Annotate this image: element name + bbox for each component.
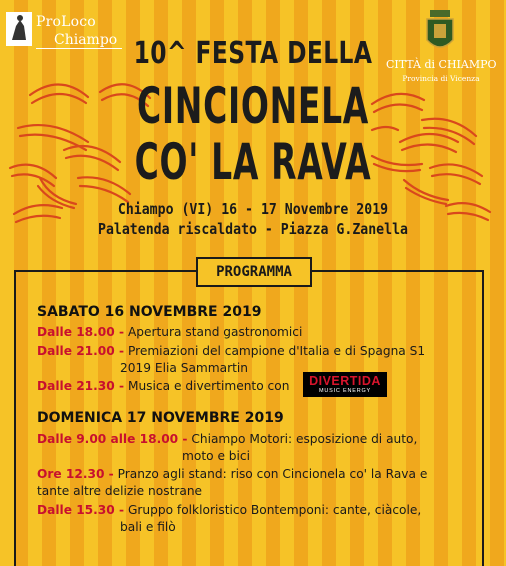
event-desc-continued: 2019 Elia Sammartin <box>120 361 249 375</box>
location-venue: Palatenda riscaldato - Piazza G.Zanella <box>98 220 408 238</box>
sponsor-tagline: MUSIC ENERGY <box>318 388 372 394</box>
list-item <box>37 378 289 394</box>
event-desc: Apertura stand gastronomici <box>127 325 303 339</box>
list-item <box>37 431 417 447</box>
sunday-heading: DOMENICA 17 NOVEMBRE 2019 <box>37 410 284 426</box>
list-item <box>37 466 427 482</box>
event-time: Dalle 9.00 alle 18.00 - <box>37 432 188 446</box>
event-desc-continued: moto e bici <box>182 449 251 463</box>
saturday-heading: SABATO 16 NOVEMBRE 2019 <box>37 304 262 320</box>
event-time: Dalle 21.30 - <box>37 379 125 393</box>
event-time: Dalle 21.00 - <box>37 344 125 358</box>
proloco-text-2: Chiampo <box>54 32 118 48</box>
citta-name: CITTÀ di CHIAMPO <box>386 58 497 71</box>
event-time: Dalle 18.00 - <box>37 325 125 339</box>
list-item <box>37 502 421 518</box>
event-desc-continued: bali e filò <box>120 520 176 534</box>
event-desc: Chiampo Motori: esposizione di auto, <box>191 432 418 446</box>
list-item <box>37 324 302 340</box>
event-desc-continued: tante altre delizie nostrane <box>37 484 203 498</box>
event-desc: Pranzo agli stand: riso con Cincionela co' la Rava e <box>117 467 428 481</box>
proloco-figure-icon <box>6 12 32 46</box>
list-item <box>37 343 425 359</box>
title-line-1: 10^ FESTA DELLA <box>133 36 373 71</box>
event-time: Dalle 15.30 - <box>37 503 125 517</box>
location-dates: Chiampo (VI) 16 - 17 Novembre 2019 <box>117 200 389 218</box>
divertida-logo <box>303 372 387 397</box>
event-time: Ore 12.30 - <box>37 467 114 481</box>
proloco-text-1: ProLoco <box>36 14 96 30</box>
title-line-2: CINCIONELA <box>136 77 369 135</box>
title-line-3: CO' LA RAVA <box>134 133 372 191</box>
sponsor-name: DIVERTIDA <box>309 374 381 388</box>
citta-province: Provincia di Vicenza <box>402 74 480 83</box>
event-desc: Gruppo folkloristico Bontemponi: cante, ciàcole, <box>127 503 422 517</box>
event-desc: Premiazioni del campione d'Italia e di Spagna S1 <box>127 344 426 358</box>
programma-label: PROGRAMMA <box>196 257 312 287</box>
event-desc: Musica e divertimento con <box>127 379 290 393</box>
